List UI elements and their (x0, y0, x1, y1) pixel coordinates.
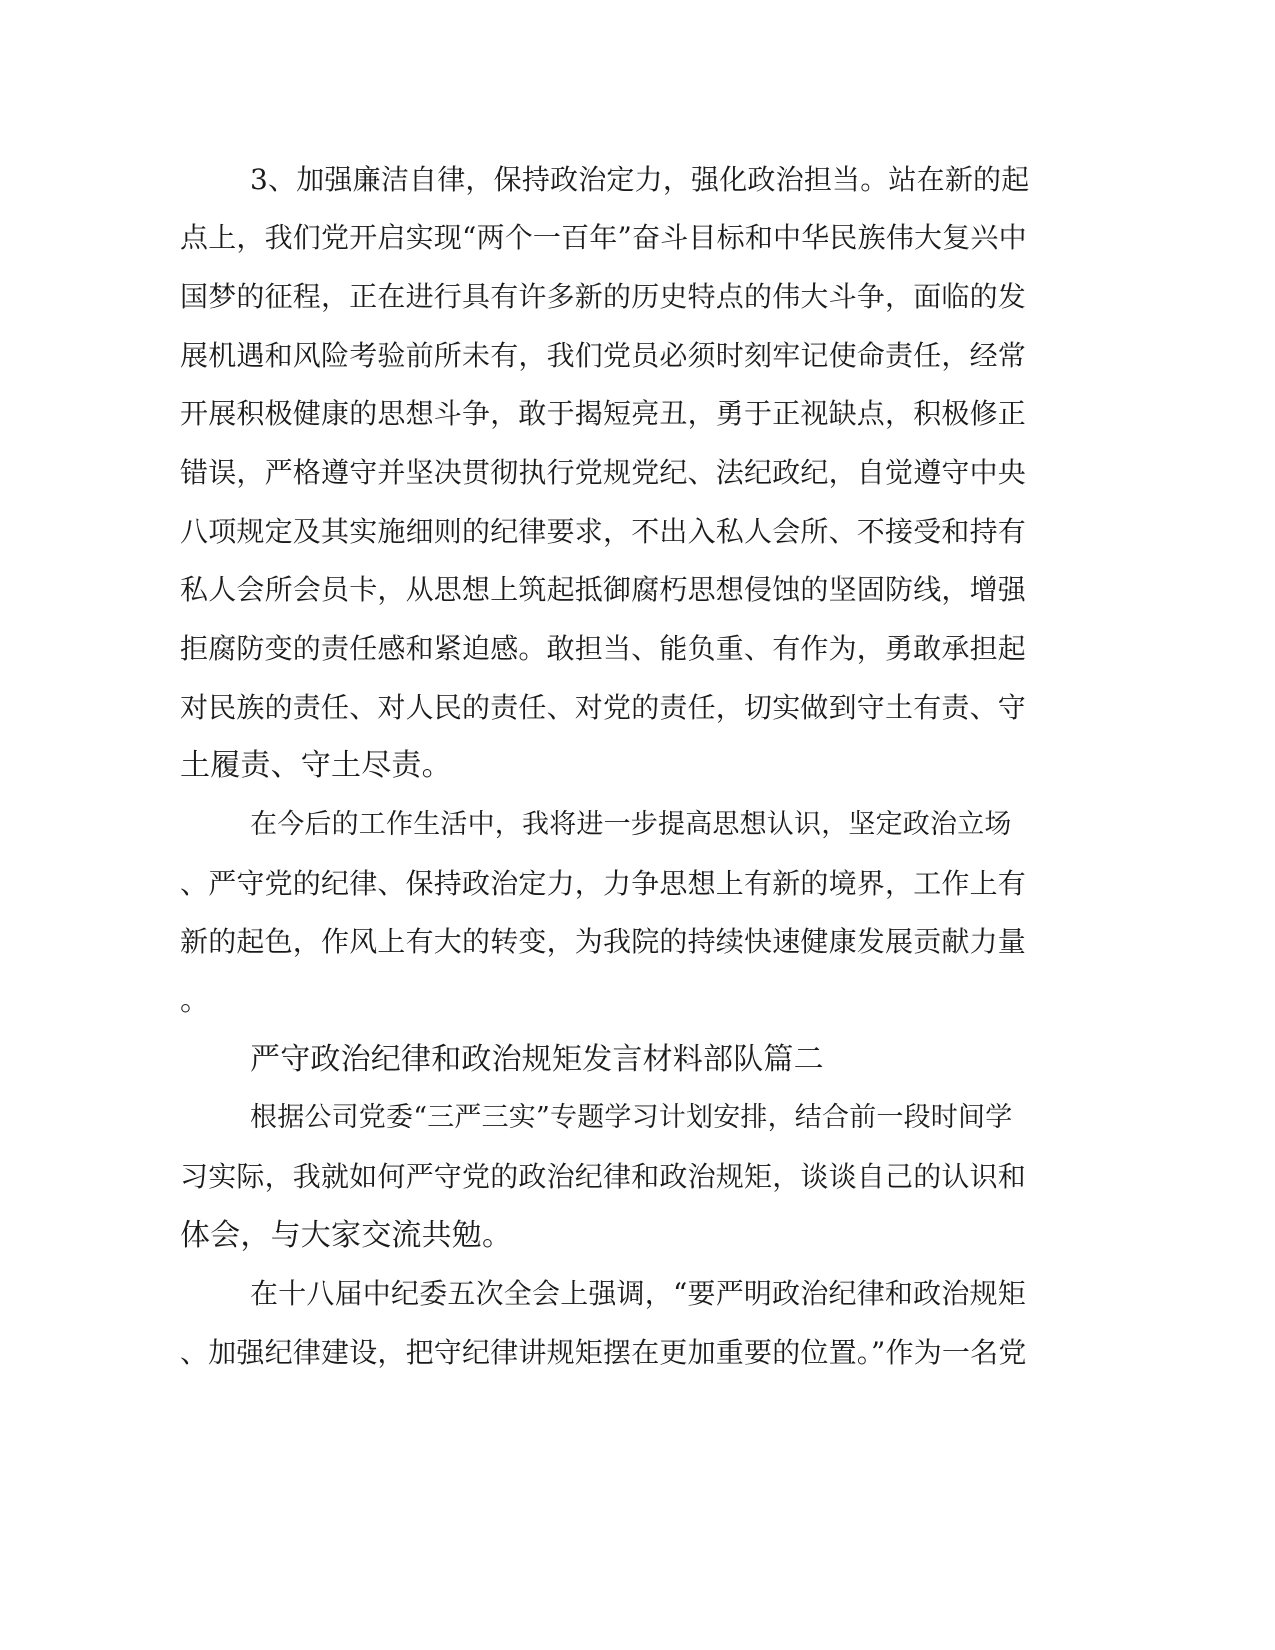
text-line: 、加强纪律建设，把守纪律讲规矩摆在更加重要的位置。”作为一名党 (180, 1336, 1027, 1369)
text-line: 错误，严格遵守并坚决贯彻执行党规党纪、法纪政纪，自觉遵守中央 (180, 456, 1027, 489)
text-line: 展机遇和风险考验前所未有，我们党员必须时刻牢记使命责任，经常 (180, 339, 1027, 372)
text-line: 3、加强廉洁自律，保持政治定力，强化政治担当。站在新的起 (250, 163, 1030, 196)
section-heading: 严守政治纪律和政治规矩发言材料部队篇二 (250, 1042, 824, 1077)
text-line: 拒腐防变的责任感和紧迫感。敢担当、能负重、有作为，勇敢承担起 (180, 632, 1027, 665)
text-line: 土履责、守土尽责。 (180, 748, 452, 783)
text-line: 开展积极健康的思想斗争，敢于揭短亮丑，勇于正视缺点，积极修正 (180, 397, 1027, 430)
text-line: 习实际，我就如何严守党的政治纪律和政治规矩，谈谈自己的认识和 (180, 1160, 1027, 1193)
text-line: 、严守党的纪律、保持政治定力，力争思想上有新的境界，工作上有 (180, 867, 1027, 900)
text-line: 点上，我们党开启实现“两个一百年”奋斗目标和中华民族伟大复兴中 (180, 221, 1027, 254)
text-line: 在今后的工作生活中，我将进一步提高思想认识，坚定政治立场 (250, 809, 1012, 840)
text-line: 国梦的征程，正在进行具有许多新的历史特点的伟大斗争，面临的发 (180, 280, 1027, 313)
text-line: 私人会所会员卡，从思想上筑起抵御腐朽思想侵蚀的坚固防线，增强 (180, 573, 1027, 606)
text-line: 。 (180, 983, 211, 1018)
text-line: 根据公司党委“三严三实”专题学习计划安排，结合前一段时间学 (250, 1102, 1013, 1133)
text-line: 体会，与大家交流共勉。 (180, 1218, 513, 1253)
text-line: 在十八届中纪委五次全会上强调，“要严明政治纪律和政治规矩 (250, 1277, 1026, 1310)
text-line: 八项规定及其实施细则的纪律要求，不出入私人会所、不接受和持有 (180, 515, 1027, 548)
text-line: 对民族的责任、对人民的责任、对党的责任，切实做到守土有责、守 (180, 691, 1027, 724)
text-line: 新的起色，作风上有大的转变，为我院的持续快速健康发展贡献力量 (180, 925, 1027, 958)
